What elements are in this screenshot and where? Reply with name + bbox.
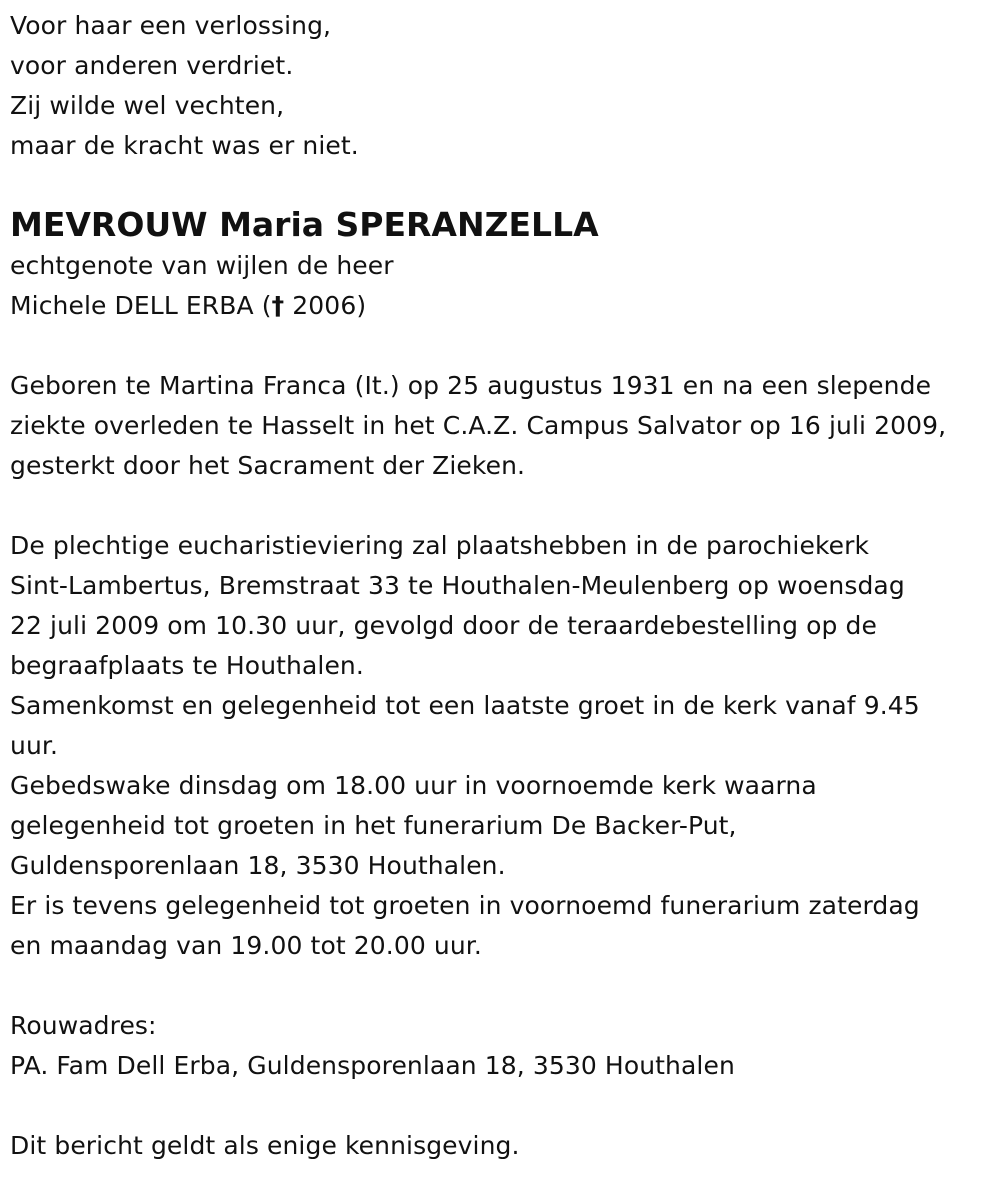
text-line: en maandag van 19.00 tot 20.00 uur. <box>10 931 482 960</box>
birth-death-paragraph <box>10 366 995 486</box>
poem-line: Voor haar een verlossing, <box>10 11 332 40</box>
spouse-death-year: 2006) <box>284 291 367 320</box>
text-line: Guldensporenlaan 18, 3530 Houthalen. <box>10 851 506 880</box>
spouse-name: Michele DELL ERBA ( <box>10 291 272 320</box>
relation-line: echtgenote van wijlen de heer <box>10 251 394 280</box>
mourning-address <box>10 1006 995 1086</box>
spacer <box>10 1086 995 1126</box>
text-line: uur. <box>10 731 59 760</box>
text-line: Er is tevens gelegenheid tot groeten in voornoemd funerarium zaterdag <box>10 891 920 920</box>
text-line: Gebedswake dinsdag om 18.00 uur in voornoemde kerk waarna <box>10 771 817 800</box>
text-line: gesterkt door het Sacrament der Zieken. <box>10 451 526 480</box>
poem <box>10 6 995 166</box>
poem-line: maar de kracht was er niet. <box>10 131 359 160</box>
text-line: ziekte overleden te Hasselt in het C.A.Z. Campus Salvator op 16 juli 2009, <box>10 411 947 440</box>
text-line: Geboren te Martina Franca (It.) op 25 augustus 1931 en na een slepende <box>10 371 932 400</box>
closing-line: Dit bericht geldt als enige kennisgeving. <box>10 1131 520 1160</box>
address-value: PA. Fam Dell Erba, Guldensporenlaan 18, 3530 Houthalen <box>10 1051 735 1080</box>
spacer <box>10 966 995 1006</box>
cross-icon: † <box>271 291 285 320</box>
poem-line: Zij wilde wel vechten, <box>10 91 285 120</box>
spacer <box>10 326 995 366</box>
address-label: Rouwadres: <box>10 1011 157 1040</box>
text-line: Samenkomst en gelegenheid tot een laatste groet in de kerk vanaf 9.45 <box>10 691 920 720</box>
text-line: begraafplaats te Houthalen. <box>10 651 364 680</box>
text-line: Sint-Lambertus, Bremstraat 33 te Houthalen-Meulenberg op woensdag <box>10 571 905 600</box>
deceased-name: MEVROUW Maria SPERANZELLA <box>10 205 599 244</box>
ceremony-paragraph <box>10 526 995 966</box>
obituary-notice <box>10 6 995 1166</box>
text-line: De plechtige eucharistieviering zal plaatshebben in de parochiekerk <box>10 531 870 560</box>
text-line: gelegenheid tot groeten in het funerarium De Backer-Put, <box>10 811 737 840</box>
poem-line: voor anderen verdriet. <box>10 51 294 80</box>
spacer <box>10 486 995 526</box>
spouse-line <box>10 286 995 326</box>
text-line: 22 juli 2009 om 10.30 uur, gevolgd door de teraardebestelling op de <box>10 611 877 640</box>
